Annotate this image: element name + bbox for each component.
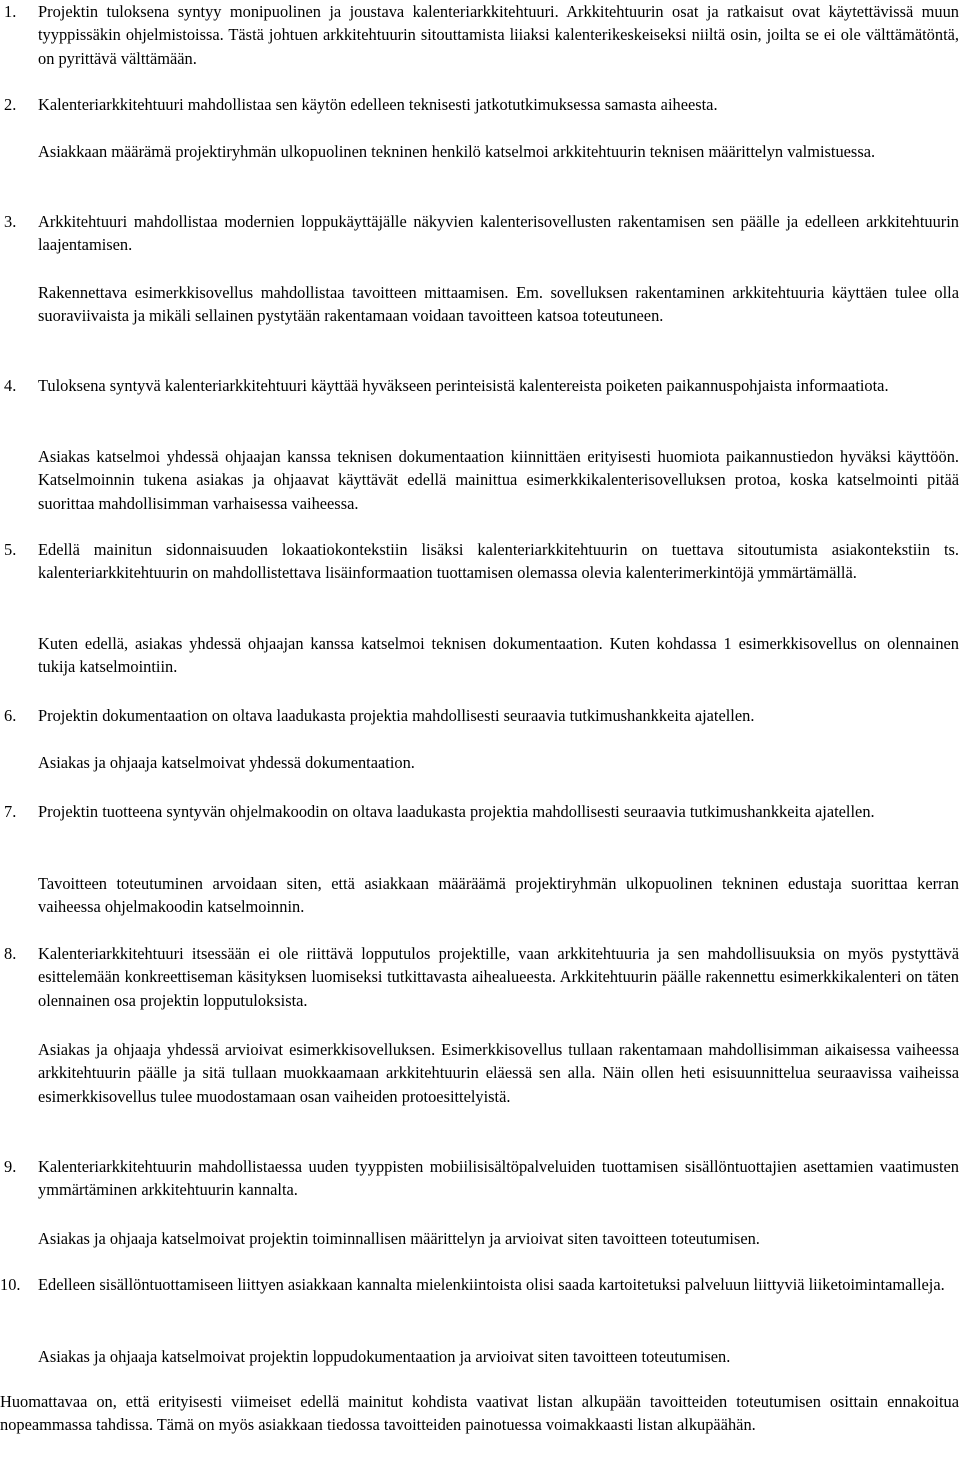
list-item-paragraph: Asiakas ja ohjaaja katselmoivat yhdessä dokumentaation. [38,753,415,772]
list-item-paragraph: Projektin tuotteena syntyvän ohjelmakoodin on oltava laadukasta projektia mahdollisesti seuraavia tutkimushankkeita ajatellen. [38,802,875,821]
list-item-number: 9. [4,1157,17,1176]
list-item-paragraph: Kuten edellä, asiakas yhdessä ohjaajan kanssa katselmoi teknisen dokumentaation. Kuten kohdassa 1 esimerkkisovellus on olennainen tukija katselmointiin. [38,634,959,677]
list-item-paragraph: Projektin tuloksena syntyy monipuolinen ja joustava kalenteriarkkitehtuuri. Arkkitehtuurin osat ja ratkaisut ovat käytettävissä muun tyyppissäkin ohjelmistoissa. Tästä johtuen arkkitehtuurin sitouttamista liiaksi kalenterikeskeiseksi niiltä osin, joilta se ei ole välttämätöntä, on pyrittävä välttämään. [38,2,959,68]
list-item-paragraph: Asiakas ja ohjaaja katselmoivat projektin loppudokumentaation ja arvioivat siten tavoitteen toteutumisen. [38,1347,731,1366]
list-item-paragraph: Tavoitteen toteutuminen arvoidaan siten, että asiakkaan määräämä projektiryhmän ulkopuolinen tekninen edustaja suorittaa kerran vaiheessa ohjelmakoodin katselmoinnin. [38,874,959,917]
list-item-paragraph: Arkkitehtuuri mahdollistaa modernien loppukäyttäjälle näkyvien kalenterisovellusten rakentamisen sen päälle ja edelleen arkkitehtuurin laajentamisen. [38,212,959,255]
list-item-paragraph: Rakennettava esimerkkisovellus mahdollistaa tavoitteen mittaamisen. Em. sovelluksen rakentaminen arkkitehtuuria käyttäen tulee olla suoraviivaista ja mikäli sellainen pystytään rakentamaan voidaan tavoitteen katsoa toteutuneen. [38,283,959,326]
list-item-number: 8. [4,944,17,963]
list-item-number: 6. [4,706,17,725]
list-item-number: 7. [4,802,17,821]
list-item-paragraph: Kalenteriarkkitehtuuri itsessään ei ole riittävä lopputulos projektille, vaan arkkitehtuuria ja sen mahdollisuuksia on myös pystyttävä esittelemään konkreettiseman käsityksen luomiseksi tutkittavasta aihealueesta. Arkkitehtuurin päälle rakennettu esimerkkikalenteri on täten olennainen osa projektin lopputuloksista. [38,944,959,1010]
list-item-number: 3. [4,212,17,231]
list-item-paragraph: Kalenteriarkkitehtuuri mahdollistaa sen käytön edelleen teknisesti jatkotutkimuksessa samasta aiheesta. [38,95,718,114]
list-item-paragraph: Asiakas katselmoi yhdessä ohjaajan kanssa teknisen dokumentaation kiinnittäen erityisesti huomiota paikannustiedon hyväksi käyttöön. Katselmoinnin tukena asiakas ja ohjaavat käyttävät edellä mainittua esimerkkikalenterisovelluksen protoa, koska katselmointi pitää suorittaa mahdollisimman varhaisessa vaiheessa. [38,447,959,513]
list-item-paragraph: Asiakas ja ohjaaja yhdessä arvioivat esimerkkisovelluksen. Esimerkkisovellus tullaan rakentamaan mahdollisimman aikaisessa vaiheessa arkkitehtuurin päälle ja sitä tullaan muokkaamaan arkkitehtuurin eläessä sen alla. Näin ollen heti esisuunnittelua seuraavissa vaiheissa esimerkkisovellus tulee muodostamaan osan vaiheiden protoesittelyistä. [38,1040,959,1106]
list-item-number: 4. [4,376,17,395]
list-item-number: 5. [4,540,17,559]
list-item-number: 2. [4,95,17,114]
list-item-paragraph: Edellä mainitun sidonnaisuuden lokaatiokontekstiin lisäksi kalenteriarkkitehtuurin on tuettava sitoutumista asiakontekstiin ts. kalenteriarkkitehtuurin on mahdollistettava lisäinformaation tuottamisen olemassa olevia kalenterimerkintöjä ymmärtämällä. [38,540,959,583]
list-item-paragraph: Projektin dokumentaation on oltava laadukasta projektia mahdollisesti seuraavia tutkimushankkeita ajatellen. [38,706,755,725]
list-item-number: 10. [0,1275,21,1294]
list-item-number: 1. [4,2,17,21]
list-item-paragraph: Asiakas ja ohjaaja katselmoivat projektin toiminnallisen määrittelyn ja arvioivat siten tavoitteen toteutumisen. [38,1229,760,1248]
closing-paragraph: Huomattavaa on, että erityisesti viimeiset edellä mainitut kohdista vaativat listan alkupään tavoitteiden toteutumisen osittain ennakoitua nopeammassa tahdissa. Tämä on myös asiakkaan tiedossa tavoitteiden painotuessa voimakkaasti listan alkupäähän. [0,1392,959,1435]
list-item-paragraph: Tuloksena syntyvä kalenteriarkkitehtuuri käyttää hyväkseen perinteisistä kalentereista poiketen paikannuspohjaista informaatiota. [38,376,889,395]
list-item-paragraph: Edelleen sisällöntuottamiseen liittyen asiakkaan kannalta mielenkiintoista olisi saada kartoitetuksi palveluun liittyviä liiketoimintamalleja. [38,1275,945,1294]
list-item-paragraph: Asiakkaan määrämä projektiryhmän ulkopuolinen tekninen henkilö katselmoi arkkitehtuurin teknisen määrittelyn valmistuessa. [38,142,876,161]
list-item-paragraph: Kalenteriarkkitehtuurin mahdollistaessa uuden tyyppisten mobiilisisältöpalveluiden tuottamisen sisällöntuottajien asettamien vaatimusten ymmärtäminen arkkitehtuurin kannalta. [38,1157,959,1200]
